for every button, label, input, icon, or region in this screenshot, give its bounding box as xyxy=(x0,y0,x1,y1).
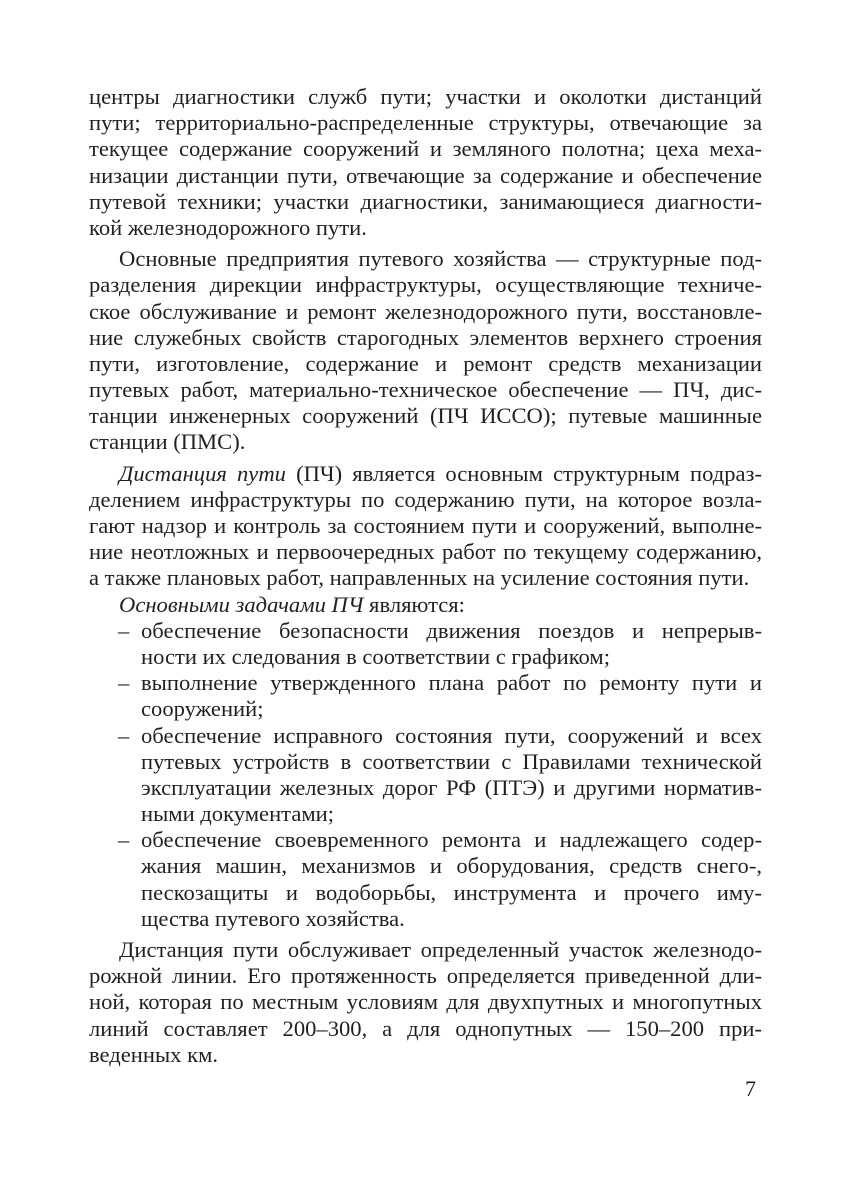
list-item xyxy=(89,723,762,828)
text-fragment: выполнение утвержденного плана работ по ремонту пути и xyxy=(141,670,762,696)
page-body xyxy=(89,84,762,1068)
text-line: щества путевого хозяйства. xyxy=(141,905,405,931)
text-fragment: обеспечение своевременного ремонта и надлежащего содер- xyxy=(141,827,762,853)
text-line: ными документами; xyxy=(141,801,335,827)
text-line: линий составляет 200–300, а для однопутных — 150–200 при- xyxy=(89,1015,762,1041)
text-line xyxy=(89,592,762,618)
text-line: сооружений; xyxy=(141,696,264,722)
dash-bullet: – xyxy=(118,827,130,853)
dash-bullet: – xyxy=(118,617,130,643)
text-line: путевых устройств в соответствии с Правилами технической xyxy=(141,748,762,774)
text-line xyxy=(89,827,762,853)
text-line: рожной линии. Его протяженность определяется приведенной дли- xyxy=(89,963,762,989)
dash-bullet: – xyxy=(118,670,130,696)
text-line: Дистанция пути обслуживает определенный участок железнодо- xyxy=(119,937,762,962)
text-line: ское обслуживание и ремонт железнодорожного пути, восстановле- xyxy=(89,298,762,324)
text-line xyxy=(89,723,762,749)
text-line: путевой техники; участки диагностики, занимающиеся диагности- xyxy=(89,188,762,214)
text-line: пути; территориально-распределенные структуры, отвечающие за xyxy=(89,110,762,136)
task-list xyxy=(89,618,762,932)
text-line: путевых работ, материально-техническое обеспечение — ПЧ, дис- xyxy=(89,377,762,403)
text-line: низации дистанции пути, отвечающие за содержание и обеспечение xyxy=(89,162,762,188)
text-fragment: обеспечение безопасности движения поездов и непрерыв- xyxy=(141,617,762,643)
text-line: разделения дирекции инфраструктуры, осуществляющие техниче- xyxy=(89,272,762,298)
text-line xyxy=(89,618,762,644)
italic-term: Основными задачами ПЧ xyxy=(119,591,364,617)
text-line: пескозащиты и водоборьбы, инструмента и прочего иму- xyxy=(141,879,762,905)
text-fragment: являются: xyxy=(363,591,465,617)
paragraph-tasks-intro xyxy=(89,592,762,618)
text-line: Основные предприятия путевого хозяйства — структурные под- xyxy=(119,246,762,272)
italic-term: Дистанция пути xyxy=(119,460,286,486)
text-line: делением инфраструктуры по содержанию пути, на которое возла- xyxy=(89,486,762,512)
text-line: станции (ПМС). xyxy=(89,429,246,455)
text-line: танции инженерных сооружений (ПЧ ИССО); путевые машинные xyxy=(89,403,762,429)
list-item xyxy=(89,670,762,722)
paragraph-main-enterprises xyxy=(89,246,762,456)
text-fragment: обеспечение исправного состояния пути, сооружений и всех xyxy=(141,722,762,748)
list-item xyxy=(89,827,762,932)
paragraph-diagnostics-centers xyxy=(89,84,762,241)
text-line: пути, изготовление, содержание и ремонт средств механизации xyxy=(89,350,762,376)
paragraph-track-distance-definition xyxy=(89,461,762,592)
text-line: ной, которая по местным условиям для двухпутных и многопутных xyxy=(89,989,762,1015)
text-line: жания машин, механизмов и оборудования, средств снего-, xyxy=(141,853,762,879)
dash-bullet: – xyxy=(118,722,130,748)
paragraph-service-length xyxy=(89,937,762,1068)
text-line: эксплуатации железных дорог РФ (ПТЭ) и другими норматив- xyxy=(141,774,762,800)
text-line: ности их следования в соответствии с графиком; xyxy=(141,643,610,669)
list-item xyxy=(89,618,762,670)
text-line: ние служебных свойств старогодных элементов верхнего строения xyxy=(89,324,762,350)
text-fragment: (ПЧ) является основным структурным подраз- xyxy=(285,460,762,486)
text-line xyxy=(89,461,762,487)
text-line: веденных км. xyxy=(89,1041,219,1067)
text-line: текущее содержание сооружений и земляного полотна; цеха меха- xyxy=(89,136,762,162)
text-line xyxy=(89,670,762,696)
text-line: кой железнодорожного пути. xyxy=(89,214,367,240)
text-line: а также плановых работ, направленных на усиление состояния пути. xyxy=(89,565,750,591)
text-line: гают надзор и контроль за состоянием пути и сооружений, выполне- xyxy=(89,513,762,538)
page-number: 7 xyxy=(745,1076,756,1101)
text-line: ние неотложных и первоочередных работ по текущему содержанию, xyxy=(89,539,762,565)
text-line: центры диагностики служб пути; участки и околотки дистанций xyxy=(89,84,762,109)
